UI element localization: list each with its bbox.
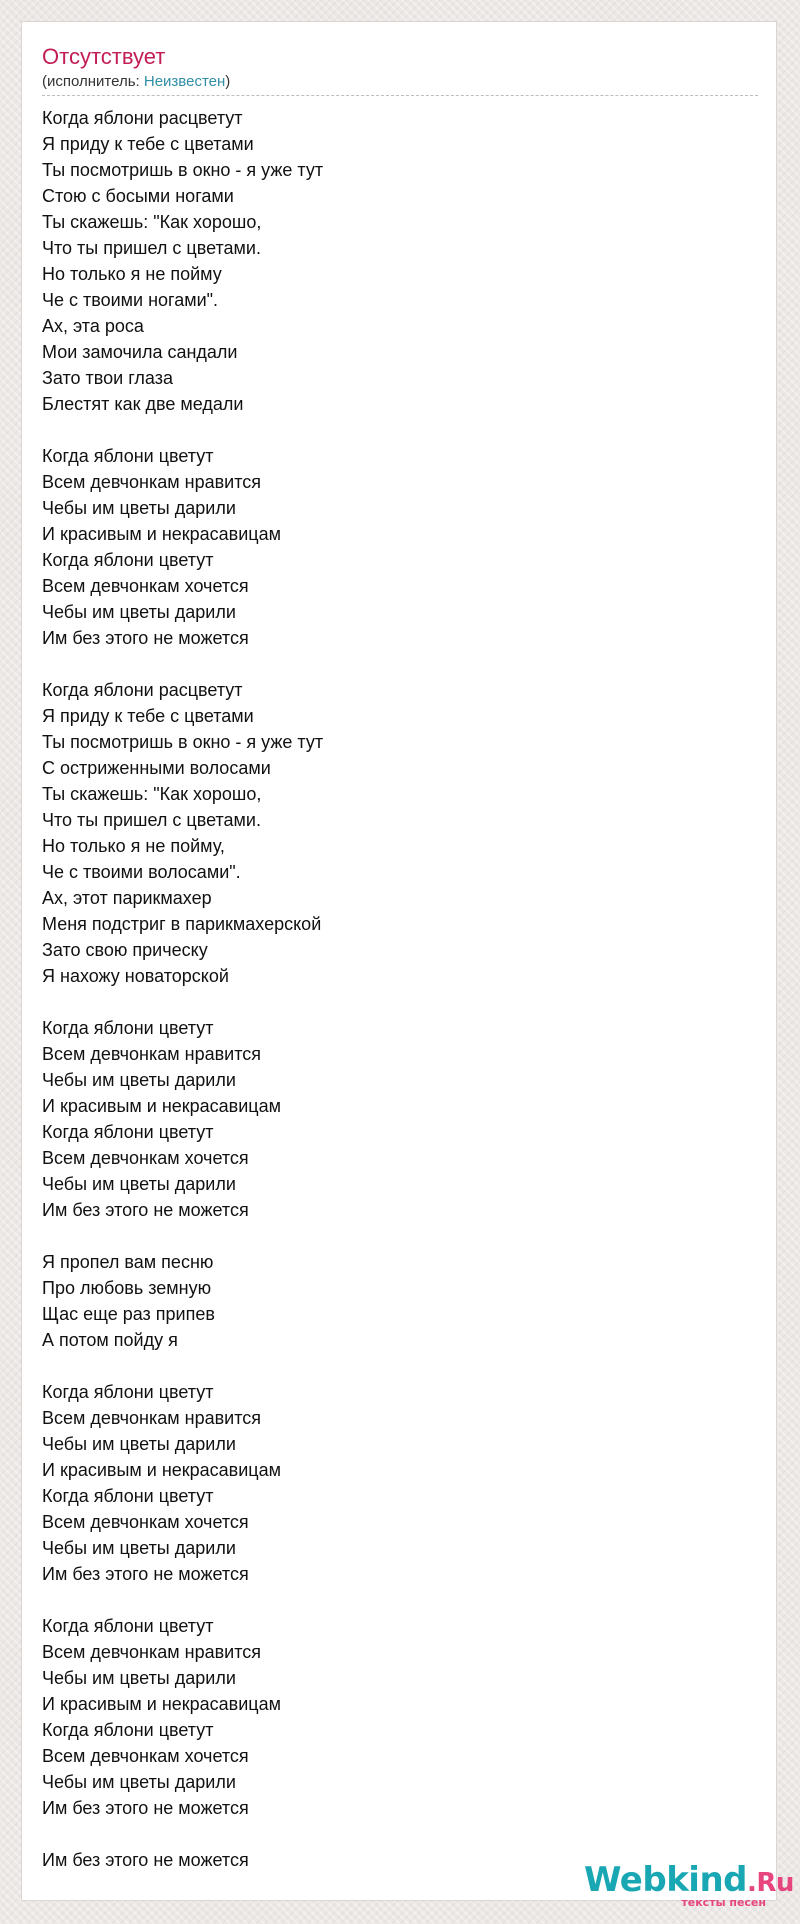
lyric-line: Всем девчонкам нравится bbox=[42, 1642, 262, 1662]
lyric-line: Всем девчонкам нравится bbox=[42, 472, 262, 492]
lyric-line: Когда яблони цветут bbox=[42, 1382, 214, 1402]
lyrics-card bbox=[21, 21, 794, 1909]
lyric-line: И красивым и некрасавицам bbox=[42, 1694, 281, 1714]
lyric-line: Всем девчонкам нравится bbox=[42, 1408, 262, 1428]
lyric-line: Когда яблони цветут bbox=[42, 1122, 214, 1142]
lyric-line: Когда яблони цветут bbox=[42, 446, 214, 466]
lyric-line: Блестят как две медали bbox=[42, 394, 244, 414]
lyric-line: Ты посмотришь в окно - я уже тут bbox=[42, 732, 324, 752]
lyric-line: Чебы им цветы дарили bbox=[42, 1668, 236, 1688]
logo-tld: .Ru bbox=[747, 1868, 794, 1898]
lyric-line: Про любовь земную bbox=[42, 1278, 212, 1298]
artist-suffix: ) bbox=[225, 73, 231, 90]
lyric-line: Когда яблони цветут bbox=[42, 550, 214, 570]
lyric-line: Щас еще раз припев bbox=[42, 1304, 215, 1324]
lyric-line: Когда яблони цветут bbox=[42, 1720, 214, 1740]
lyric-line: Я приду к тебе с цветами bbox=[42, 706, 254, 726]
lyric-line: Всем девчонкам хочется bbox=[42, 1512, 249, 1532]
lyric-line: И красивым и некрасавицам bbox=[42, 1460, 281, 1480]
stanza-gap bbox=[42, 651, 758, 677]
lyric-line: Че с твоими ногами". bbox=[42, 290, 219, 310]
title-divider bbox=[42, 95, 758, 96]
lyric-line: С остриженными волосами bbox=[42, 758, 271, 778]
lyric-line: Ты скажешь: "Как хорошо, bbox=[42, 784, 262, 804]
lyric-line: Им без этого не можется bbox=[42, 628, 249, 648]
lyric-line: Ах, эта роса bbox=[42, 316, 144, 336]
lyric-line: Всем девчонкам хочется bbox=[42, 1148, 249, 1168]
stanza-gap bbox=[42, 1587, 758, 1613]
lyric-line: Чебы им цветы дарили bbox=[42, 1174, 236, 1194]
lyric-line: А потом пойду я bbox=[42, 1330, 178, 1350]
song-title: Отсутствует bbox=[42, 44, 166, 69]
lyric-line: Чебы им цветы дарили bbox=[42, 498, 236, 518]
lyric-line: Чебы им цветы дарили bbox=[42, 1434, 236, 1454]
lyric-line: И красивым и некрасавицам bbox=[42, 1096, 281, 1116]
lyric-line: Им без этого не можется bbox=[42, 1850, 249, 1870]
lyric-line: Когда яблони расцветут bbox=[42, 680, 243, 700]
lyric-line: И красивым и некрасавицам bbox=[42, 524, 281, 544]
lyric-line: Я приду к тебе с цветами bbox=[42, 134, 254, 154]
lyric-line: Им без этого не можется bbox=[42, 1564, 249, 1584]
lyric-line: Но только я не пойму, bbox=[42, 836, 225, 856]
lyric-line: Ах, этот парикмахер bbox=[42, 888, 212, 908]
lyric-line: Но только я не пойму bbox=[42, 264, 222, 284]
lyric-line: Всем девчонкам хочется bbox=[42, 576, 249, 596]
artist-prefix: (исполнитель: bbox=[42, 73, 144, 90]
lyric-line: Когда яблони расцветут bbox=[42, 108, 243, 128]
lyric-line: Что ты пришел с цветами. bbox=[42, 238, 261, 258]
lyric-line: Когда яблони цветут bbox=[42, 1018, 214, 1038]
lyric-line: Что ты пришел с цветами. bbox=[42, 810, 261, 830]
lyrics-text bbox=[42, 105, 758, 1873]
stanza-gap bbox=[42, 1223, 758, 1249]
lyric-line: Чебы им цветы дарили bbox=[42, 1070, 236, 1090]
lyric-line: Всем девчонкам нравится bbox=[42, 1044, 262, 1064]
lyric-line: Им без этого не можется bbox=[42, 1798, 249, 1818]
lyric-line: Меня подстриг в парикмахерской bbox=[42, 914, 322, 934]
song-artist-line bbox=[42, 72, 230, 92]
stanza-gap bbox=[42, 1821, 758, 1847]
lyric-line: Когда яблони цветут bbox=[42, 1616, 214, 1636]
lyric-line: Когда яблони цветут bbox=[42, 1486, 214, 1506]
stanza-gap bbox=[42, 989, 758, 1015]
lyric-line: Чебы им цветы дарили bbox=[42, 1538, 236, 1558]
lyric-line: Чебы им цветы дарили bbox=[42, 1772, 236, 1792]
webkind-logo bbox=[584, 1860, 794, 1910]
lyric-line: Стою с босыми ногами bbox=[42, 186, 234, 206]
lyric-line: Всем девчонкам хочется bbox=[42, 1746, 249, 1766]
lyric-line: Чебы им цветы дарили bbox=[42, 602, 236, 622]
logo-tagline: тексты песен bbox=[681, 1896, 766, 1909]
lyric-line: Че с твоими волосами". bbox=[42, 862, 241, 882]
lyric-line: Зато твои глаза bbox=[42, 368, 173, 388]
stanza-gap bbox=[42, 417, 758, 443]
lyric-line: Зато свою прическу bbox=[42, 940, 208, 960]
lyric-line: Я нахожу новаторской bbox=[42, 966, 229, 986]
lyric-line: Я пропел вам песню bbox=[42, 1252, 214, 1272]
artist-link[interactable]: Неизвестен bbox=[143, 73, 226, 90]
stanza-gap bbox=[42, 1353, 758, 1379]
lyric-line: Мои замочила сандали bbox=[42, 342, 238, 362]
lyric-line: Ты скажешь: "Как хорошо, bbox=[42, 212, 262, 232]
lyric-line: Ты посмотришь в окно - я уже тут bbox=[42, 160, 324, 180]
lyric-line: Им без этого не можется bbox=[42, 1200, 249, 1220]
logo-brand: Webkind bbox=[584, 1860, 747, 1900]
